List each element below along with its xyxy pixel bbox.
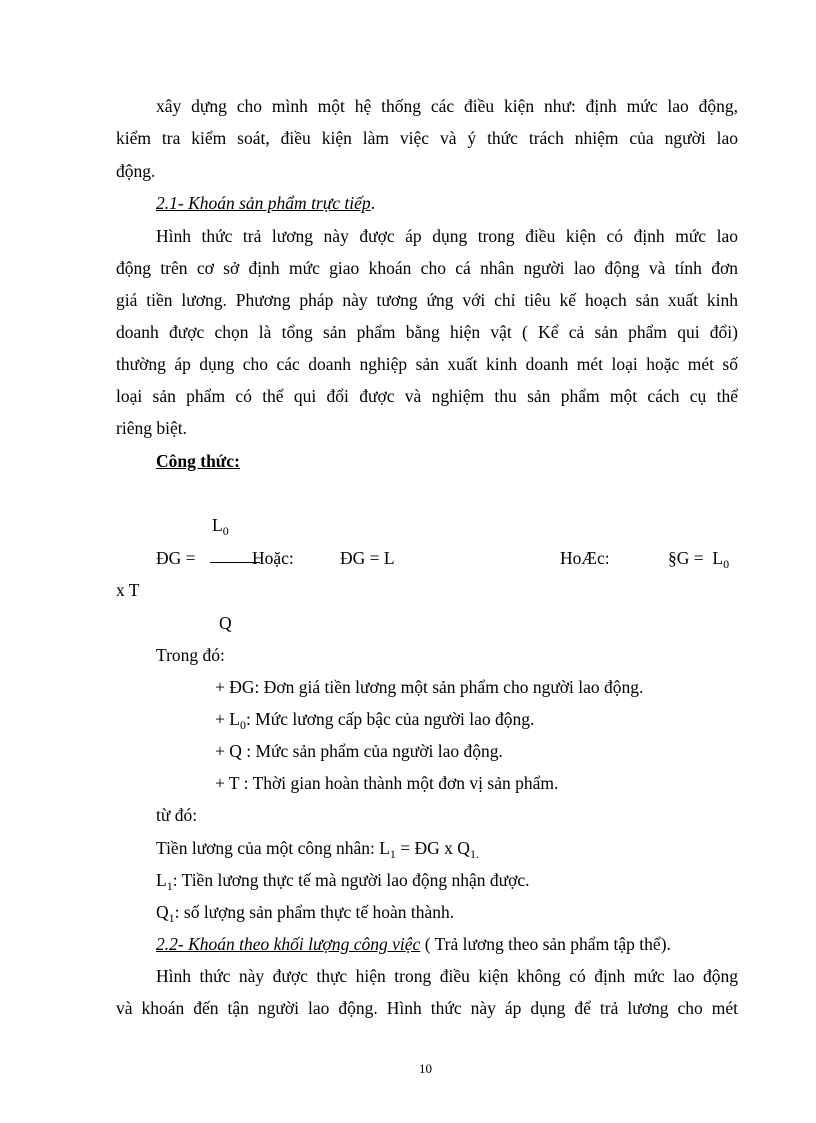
formula-sg: [668, 548, 730, 571]
formula-heading: Công thức:: [156, 451, 240, 471]
formula-denominator: Q: [219, 613, 232, 633]
from-intro: từ đó:: [156, 805, 198, 825]
paragraph-line: riêng biệt.: [116, 418, 187, 438]
def-text: : Mức lương cấp bậc của người lao động.: [245, 709, 535, 729]
sg-subscript: 0: [723, 557, 730, 571]
definition-item: + ĐG: Đơn giá tiền lương một sản phẩm cho người lao động.: [215, 677, 644, 697]
paragraph-line: kiểm tra kiểm soát, điều kiện làm việc và ý thức trách nhiệm của người lao: [116, 128, 738, 148]
paragraph-line: doanh được chọn là tổng sản phẩm bằng hiện vật ( Kể cả sản phẩm qui đổi): [116, 322, 738, 342]
paragraph-line: động trên cơ sở định mức giao khoán cho cá nhân người lao động và tính đơn: [116, 258, 738, 278]
formula-dg-lhs: ĐG =: [156, 548, 196, 568]
numerator-letter: L: [212, 515, 223, 535]
paragraph-line: Hình thức trả lương này được áp dụng trong điều kiện có định mức lao: [156, 226, 738, 246]
paragraph-line: giá tiền lương. Phương pháp này tương ứng với chỉ tiêu kế hoạch sản xuất kinh: [116, 290, 738, 310]
formula-numerator: [212, 515, 229, 538]
heading-period: .: [370, 193, 376, 213]
section-heading-text: 2.1- Khoán sản phẩm trực tiếp: [156, 193, 371, 213]
l1-subscript: 1: [166, 879, 173, 893]
def-symbol: + L: [215, 709, 240, 729]
section-heading-text: 2.2- Khoán theo khối lượng công việc: [156, 934, 421, 954]
wage-sub-1: 1: [389, 847, 396, 861]
wage-sub-2: 1.: [469, 847, 479, 861]
paragraph-line: xây dựng cho mình một hệ thống các điều kiện như: định mức lao động,: [156, 96, 738, 116]
section-heading-suffix: ( Trả lương theo sản phẩm tập thể).: [420, 934, 671, 954]
page-number: 10: [419, 1061, 432, 1076]
wage-mid: = ĐG x Q: [395, 838, 470, 858]
l1-definition: [156, 870, 530, 893]
paragraph-line: thường áp dụng cho các doanh nghiệp sản xuất kinh doanh mét loại hoặc mét số: [116, 354, 738, 374]
paragraph-line: và khoán đến tận người lao động. Hình thức này áp dụng để trả lương cho mét: [116, 998, 738, 1018]
paragraph-line: loại sản phẩm có thể qui đổi được và nghiệm thu sản phẩm một cách cụ thể: [116, 386, 738, 406]
section-heading-2-1: [156, 195, 375, 213]
l1-text: : Tiền lương thực tế mà người lao động nhận được.: [172, 870, 530, 890]
paragraph-line: động.: [116, 161, 156, 181]
paragraph-line: Hình thức này được thực hiện trong điều kiện không có định mức lao động: [156, 966, 738, 986]
section-heading-2-2: [156, 936, 671, 954]
def-subscript: 0: [239, 718, 246, 732]
formula-or-2: HoÆc:: [560, 548, 610, 568]
sg-l: L: [712, 548, 724, 568]
q1-symbol: Q: [156, 902, 169, 922]
q1-subscript: 1: [168, 911, 175, 925]
formula-or-1: Hoặc:: [252, 548, 294, 568]
wage-text: Tiền lương của một công nhân: L: [156, 838, 390, 858]
wage-formula: [156, 838, 479, 861]
q1-text: : số lượng sản phẩm thực tế hoàn thành.: [174, 902, 455, 922]
numerator-subscript: 0: [222, 524, 229, 538]
sg-lhs: §G =: [668, 548, 704, 568]
formula-xt: x T: [116, 580, 140, 600]
q1-definition: [156, 902, 455, 925]
definition-item: + T : Thời gian hoàn thành một đơn vị sản phẩm.: [215, 773, 559, 793]
where-intro: Trong đó:: [156, 645, 225, 665]
formula-dg-alt: ĐG = L: [340, 548, 395, 568]
l1-symbol: L: [156, 870, 167, 890]
definition-item: [215, 709, 535, 732]
definition-item: + Q : Mức sản phẩm của người lao động.: [215, 741, 503, 761]
